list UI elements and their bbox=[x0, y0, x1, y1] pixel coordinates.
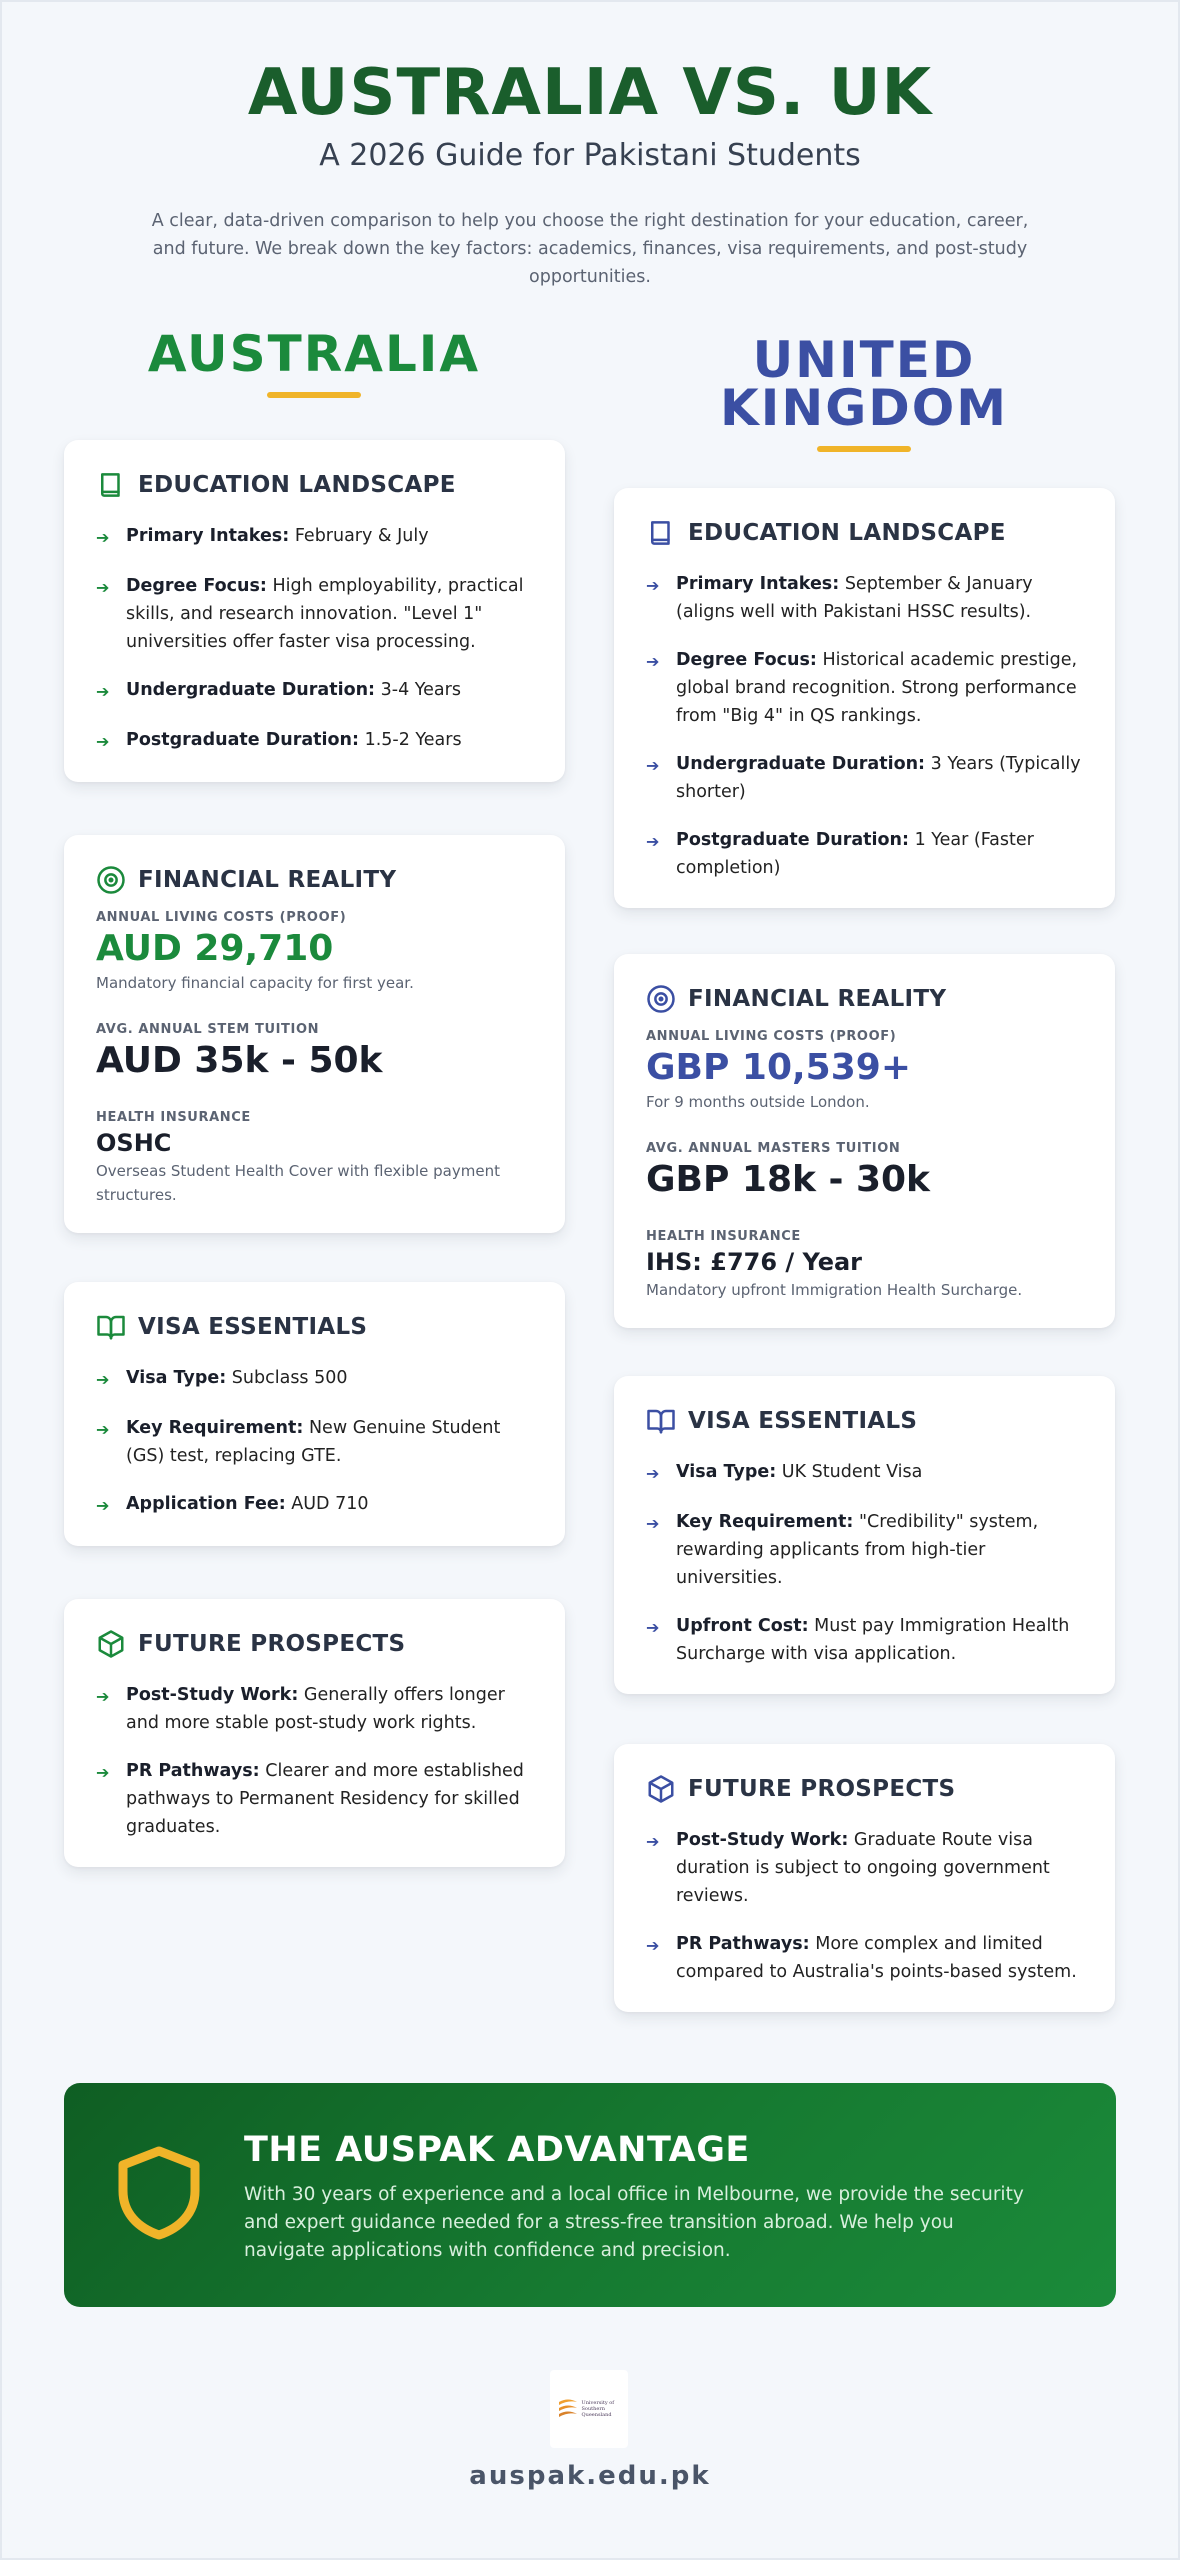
book-icon bbox=[96, 470, 126, 500]
item-label: Key Requirement: bbox=[676, 1512, 854, 1532]
insurance-value: IHS: £776 / Year bbox=[646, 1248, 863, 1276]
arrow-right-icon: ➔ bbox=[96, 1496, 110, 1515]
list-item bbox=[96, 676, 533, 706]
insurance-label: HEALTH INSURANCE bbox=[646, 1229, 801, 1244]
cube-icon bbox=[646, 1774, 676, 1804]
australia-underline bbox=[267, 392, 361, 398]
item-text: Graduate Route visa duration is subject to ongoing government reviews. bbox=[676, 1830, 1050, 1906]
insurance-note: Mandatory upfront Immigration Health Surcharge. bbox=[646, 1281, 1023, 1299]
living-cost-value: GBP 10,539+ bbox=[646, 1047, 911, 1088]
logo-wordmark: University of Southern Queensland bbox=[581, 2400, 615, 2418]
item-label: Undergraduate Duration: bbox=[676, 754, 926, 774]
item-label: Degree Focus: bbox=[126, 576, 267, 596]
item-text: 3-4 Years bbox=[380, 680, 461, 700]
uk-financial-card bbox=[614, 954, 1115, 1328]
living-cost-note: For 9 months outside London. bbox=[646, 1093, 870, 1111]
list-item bbox=[96, 572, 533, 656]
living-cost-label: ANNUAL LIVING COSTS (PROOF) bbox=[646, 1029, 897, 1044]
uk-name-line2: KINGDOM bbox=[720, 379, 1008, 437]
arrow-right-icon: ➔ bbox=[646, 1618, 660, 1637]
tuition-label: AVG. ANNUAL MASTERS TUITION bbox=[646, 1141, 901, 1156]
list-item bbox=[96, 522, 533, 552]
list-item bbox=[96, 1364, 533, 1394]
book-icon bbox=[646, 518, 676, 548]
living-cost-value: AUD 29,710 bbox=[96, 928, 334, 969]
uk-name-line1: UNITED bbox=[752, 331, 976, 389]
item-label: Postgraduate Duration: bbox=[676, 830, 909, 850]
item-label: Application Fee: bbox=[126, 1494, 286, 1514]
item-text: More complex and limited compared to Australia's points-based system. bbox=[676, 1934, 1077, 1982]
living-cost-label: ANNUAL LIVING COSTS (PROOF) bbox=[96, 910, 347, 925]
item-text: Clearer and more established pathways to Permanent Residency for skilled graduates. bbox=[126, 1761, 524, 1837]
item-text: 3 Years (Typically shorter) bbox=[676, 754, 1081, 802]
open-book-icon bbox=[646, 1406, 676, 1436]
item-label: Post-Study Work: bbox=[676, 1830, 849, 1850]
item-label: Visa Type: bbox=[676, 1462, 777, 1482]
australia-visa-card bbox=[64, 1282, 565, 1546]
card-title: VISA ESSENTIALS bbox=[688, 1408, 918, 1434]
page-header bbox=[0, 55, 1180, 291]
intro-text: A clear, data-driven comparison to help you choose the right destination for your education, career, and future. We break down the key factors: academics, finances, visa requirements, and post-study opportunities. bbox=[151, 211, 1029, 287]
item-label: Upfront Cost: bbox=[676, 1616, 809, 1636]
list-item bbox=[646, 750, 1083, 806]
item-text: Generally offers longer and more stable post-study work rights. bbox=[126, 1685, 505, 1733]
item-label: Degree Focus: bbox=[676, 650, 817, 670]
australia-heading bbox=[64, 325, 564, 398]
uk-future-card bbox=[614, 1744, 1115, 2012]
item-label: PR Pathways: bbox=[676, 1934, 810, 1954]
arrow-right-icon: ➔ bbox=[646, 1936, 660, 1955]
living-cost-note: Mandatory financial capacity for first year. bbox=[96, 974, 414, 992]
advantage-banner bbox=[64, 2083, 1116, 2307]
open-book-icon bbox=[96, 1312, 126, 1342]
target-icon bbox=[96, 865, 126, 895]
card-title: FUTURE PROSPECTS bbox=[138, 1631, 406, 1657]
insurance-note: Overseas Student Health Cover with flexible payment structures. bbox=[96, 1162, 500, 1204]
arrow-right-icon: ➔ bbox=[96, 1370, 110, 1389]
arrow-right-icon: ➔ bbox=[646, 756, 660, 775]
card-title: FINANCIAL REALITY bbox=[688, 986, 947, 1012]
australia-education-card bbox=[64, 440, 565, 782]
card-title: VISA ESSENTIALS bbox=[138, 1314, 368, 1340]
banner-body: With 30 years of experience and a local office in Melbourne, we provide the security and expert guidance needed for a stress-free transition abroad. We help you navigate applications with confidence and precision. bbox=[244, 2184, 1024, 2261]
uk-underline bbox=[817, 446, 911, 452]
card-title: EDUCATION LANDSCAPE bbox=[688, 520, 1006, 546]
list-item bbox=[96, 1490, 533, 1520]
item-text: September & January (aligns well with Pakistani HSSC results). bbox=[676, 574, 1033, 622]
target-icon bbox=[646, 984, 676, 1014]
arrow-right-icon: ➔ bbox=[96, 578, 110, 597]
list-item bbox=[646, 1826, 1083, 1910]
list-item bbox=[646, 1508, 1083, 1592]
item-label: Key Requirement: bbox=[126, 1418, 304, 1438]
australia-future-card bbox=[64, 1599, 565, 1867]
item-label: Primary Intakes: bbox=[676, 574, 840, 594]
item-text: AUD 710 bbox=[291, 1494, 369, 1514]
page-subtitle: A 2026 Guide for Pakistani Students bbox=[319, 138, 861, 173]
uk-education-card bbox=[614, 488, 1115, 908]
shield-icon bbox=[116, 2145, 202, 2241]
arrow-right-icon: ➔ bbox=[96, 1420, 110, 1439]
item-text: New Genuine Student (GS) test, replacing GTE. bbox=[126, 1418, 501, 1466]
card-title: FUTURE PROSPECTS bbox=[688, 1776, 956, 1802]
item-label: Post-Study Work: bbox=[126, 1685, 299, 1705]
australia-name: AUSTRALIA bbox=[147, 325, 481, 383]
item-label: PR Pathways: bbox=[126, 1761, 260, 1781]
item-text: "Credibility" system, rewarding applicants from high-tier universities. bbox=[676, 1512, 1039, 1588]
list-item bbox=[96, 726, 533, 756]
arrow-right-icon: ➔ bbox=[96, 682, 110, 701]
arrow-right-icon: ➔ bbox=[646, 1832, 660, 1851]
arrow-right-icon: ➔ bbox=[646, 832, 660, 851]
page-title: AUSTRALIA VS. UK bbox=[247, 56, 933, 130]
list-item bbox=[646, 1458, 1083, 1488]
partner-logo bbox=[550, 2370, 628, 2448]
arrow-right-icon: ➔ bbox=[96, 1763, 110, 1782]
item-text: Must pay Immigration Health Surcharge with visa application. bbox=[676, 1616, 1070, 1664]
australia-financial-card bbox=[64, 835, 565, 1233]
arrow-right-icon: ➔ bbox=[96, 528, 110, 547]
list-item bbox=[96, 1757, 533, 1841]
arrow-right-icon: ➔ bbox=[646, 1514, 660, 1533]
tuition-value: GBP 18k - 30k bbox=[646, 1159, 930, 1200]
item-text: 1 Year (Faster completion) bbox=[676, 830, 1034, 878]
item-label: Undergraduate Duration: bbox=[126, 680, 376, 700]
item-text: High employability, practical skills, and research innovation. "Level 1" universities offer faster visa processing. bbox=[126, 576, 524, 652]
item-label: Visa Type: bbox=[126, 1368, 227, 1388]
list-item bbox=[96, 1414, 533, 1470]
item-text: February & July bbox=[294, 526, 429, 546]
item-text: Subclass 500 bbox=[231, 1368, 348, 1388]
arrow-right-icon: ➔ bbox=[96, 732, 110, 751]
item-label: Postgraduate Duration: bbox=[126, 730, 359, 750]
tuition-value: AUD 35k - 50k bbox=[96, 1040, 383, 1081]
tuition-label: AVG. ANNUAL STEM TUITION bbox=[96, 1022, 320, 1037]
insurance-value: OSHC bbox=[96, 1129, 172, 1157]
footer-website[interactable]: auspak.edu.pk bbox=[469, 2461, 711, 2491]
card-title: EDUCATION LANDSCAPE bbox=[138, 472, 456, 498]
insurance-label: HEALTH INSURANCE bbox=[96, 1110, 251, 1125]
item-text: Historical academic prestige, global brand recognition. Strong performance from "Big 4" in QS rankings. bbox=[676, 650, 1078, 726]
list-item bbox=[646, 646, 1083, 730]
arrow-right-icon: ➔ bbox=[646, 652, 660, 671]
uk-heading bbox=[614, 331, 1114, 452]
item-text: 1.5-2 Years bbox=[364, 730, 462, 750]
cube-icon bbox=[96, 1629, 126, 1659]
list-item bbox=[96, 1681, 533, 1737]
list-item bbox=[646, 1930, 1083, 1986]
arrow-right-icon: ➔ bbox=[96, 1687, 110, 1706]
list-item bbox=[646, 1612, 1083, 1668]
list-item bbox=[646, 570, 1083, 626]
card-title: FINANCIAL REALITY bbox=[138, 867, 397, 893]
item-text: UK Student Visa bbox=[781, 1462, 923, 1482]
arrow-right-icon: ➔ bbox=[646, 576, 660, 595]
usq-logo-icon bbox=[557, 2396, 579, 2422]
banner-title: THE AUSPAK ADVANTAGE bbox=[244, 2130, 750, 2170]
list-item bbox=[646, 826, 1083, 882]
item-label: Primary Intakes: bbox=[126, 526, 290, 546]
arrow-right-icon: ➔ bbox=[646, 1464, 660, 1483]
uk-visa-card bbox=[614, 1376, 1115, 1694]
